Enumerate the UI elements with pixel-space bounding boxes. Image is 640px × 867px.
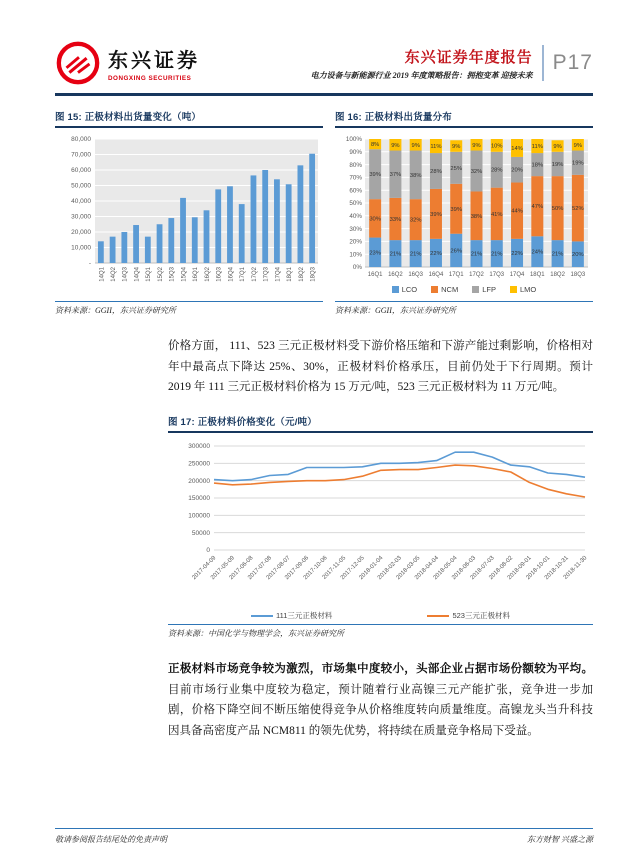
svg-text:14%: 14% (511, 145, 523, 152)
footer-slogan: 东方财智 兴盛之源 (527, 835, 593, 844)
legend-label: 523三元正极材料 (452, 611, 510, 621)
svg-text:38%: 38% (409, 172, 422, 179)
svg-text:28%: 28% (490, 167, 503, 174)
svg-text:32%: 32% (409, 217, 422, 224)
svg-text:100%: 100% (345, 136, 362, 144)
svg-text:9%: 9% (472, 142, 481, 149)
svg-text:2018-04-04: 2018-04-04 (414, 555, 441, 582)
svg-text:24%: 24% (531, 249, 544, 256)
svg-text:100000: 100000 (188, 512, 210, 520)
svg-text:2017-11-05: 2017-11-05 (321, 555, 348, 581)
svg-text:16Q4: 16Q4 (428, 272, 444, 278)
svg-text:39%: 39% (450, 206, 463, 213)
legend-item (431, 285, 458, 294)
figures-row (55, 109, 593, 316)
svg-text:28%: 28% (430, 169, 442, 175)
figure-17-legend (168, 610, 593, 621)
svg-text:30%: 30% (369, 216, 381, 223)
svg-text:18Q2: 18Q2 (550, 272, 565, 278)
svg-text:9%: 9% (452, 144, 461, 151)
svg-text:2017-04-09: 2017-04-09 (191, 555, 218, 582)
svg-text:150000: 150000 (188, 495, 210, 503)
svg-text:16Q3: 16Q3 (216, 267, 223, 282)
figure-16-legend (335, 285, 593, 294)
svg-text:44%: 44% (511, 208, 523, 215)
svg-text:23%: 23% (369, 250, 381, 257)
svg-text:17Q1: 17Q1 (448, 272, 464, 278)
figure-15-panel (55, 109, 323, 316)
svg-text:16Q1: 16Q1 (193, 267, 200, 282)
svg-text:2017-07-08: 2017-07-08 (247, 555, 274, 582)
svg-text:21%: 21% (470, 251, 483, 258)
svg-text:2018-09-01: 2018-09-01 (506, 555, 533, 582)
svg-text:50%: 50% (551, 206, 564, 213)
svg-text:18%: 18% (531, 162, 544, 169)
svg-text:2018-07-03: 2018-07-03 (469, 555, 496, 582)
page-footer (55, 828, 593, 845)
svg-text:9%: 9% (391, 142, 400, 149)
svg-text:17Q1: 17Q1 (240, 267, 247, 282)
header-rule (55, 93, 593, 96)
footer-disclaimer: 敬请参阅报告结尾处的免责声明 (55, 835, 167, 844)
legend-swatch (427, 615, 449, 617)
svg-text:20%: 20% (511, 167, 523, 174)
svg-text:15Q3: 15Q3 (169, 267, 176, 282)
svg-text:2017-10-06: 2017-10-06 (302, 555, 329, 582)
svg-text:14Q2: 14Q2 (111, 267, 118, 282)
logo-name-cn: 东兴证券 (108, 50, 200, 72)
svg-text:90%: 90% (349, 149, 362, 156)
svg-text:52%: 52% (572, 206, 584, 213)
svg-text:22%: 22% (430, 250, 442, 257)
figure-17-title: 图 17: 正极材料价格变化（元/吨） (168, 414, 593, 433)
svg-text:39%: 39% (430, 211, 442, 218)
svg-text:11%: 11% (531, 144, 543, 151)
svg-text:70%: 70% (349, 174, 362, 182)
figure-16-title: 图 16: 正极材料出货量分布 (335, 109, 593, 128)
svg-text:0: 0 (206, 547, 210, 555)
report-subtitle: 电力设备与新能源行业 2019 年度策略报告：拥抱变革 迎接未来 (310, 70, 533, 80)
svg-text:21%: 21% (389, 251, 402, 258)
legend-swatch (472, 286, 479, 293)
svg-text:15Q2: 15Q2 (157, 267, 164, 282)
logo-name-en: DONGXING SECURITIES (108, 75, 192, 82)
svg-text:9%: 9% (573, 142, 583, 149)
logo-text (108, 44, 200, 82)
svg-text:2018-02-03: 2018-02-03 (376, 555, 403, 582)
svg-text:33%: 33% (389, 217, 402, 223)
svg-text:30,000: 30,000 (71, 213, 91, 221)
svg-text:2017-08-07: 2017-08-07 (265, 555, 292, 582)
legend-item (472, 285, 496, 294)
svg-text:14Q4: 14Q4 (134, 267, 141, 282)
svg-text:250000: 250000 (188, 460, 210, 468)
legend-label: LFP (482, 285, 496, 294)
svg-text:19%: 19% (551, 161, 564, 168)
svg-text:2018-06-03: 2018-06-03 (451, 555, 478, 582)
svg-text:41%: 41% (490, 211, 503, 218)
legend-item (510, 285, 536, 294)
svg-text:200000: 200000 (188, 477, 210, 485)
svg-text:80,000: 80,000 (71, 136, 91, 144)
svg-text:25%: 25% (450, 165, 463, 172)
figure-15-title: 图 15: 正极材料出货量变化（吨） (55, 109, 323, 128)
svg-text:47%: 47% (531, 204, 544, 211)
legend-label: NCM (441, 285, 459, 294)
svg-text:18Q1: 18Q1 (529, 272, 545, 278)
svg-text:37%: 37% (389, 172, 402, 179)
page-number: P17 (552, 51, 593, 74)
svg-text:40,000: 40,000 (71, 198, 91, 206)
svg-text:19%: 19% (572, 160, 584, 167)
svg-text:16Q3: 16Q3 (408, 272, 424, 278)
svg-text:22%: 22% (511, 250, 523, 257)
svg-text:60,000: 60,000 (71, 167, 91, 175)
svg-text:10%: 10% (490, 143, 503, 150)
svg-text:21%: 21% (551, 251, 564, 258)
svg-text:17Q2: 17Q2 (469, 272, 484, 278)
svg-text:10%: 10% (349, 251, 362, 259)
paragraph-market-competition (168, 659, 593, 742)
svg-text:2018-10-01: 2018-10-01 (525, 555, 552, 582)
svg-text:50,000: 50,000 (71, 182, 91, 190)
legend-label: LCO (401, 285, 418, 294)
svg-text:14Q3: 14Q3 (122, 267, 129, 282)
legend-swatch (392, 286, 399, 293)
legend-label: 111三元正极材料 (276, 611, 333, 621)
svg-text:18Q3: 18Q3 (570, 272, 586, 278)
paragraph-price-analysis: 价格方面， 111、523 三元正极材料受下游价格压缩和下游产能过剩影响，价格相对年中最高点下降达 25%、30%，正极材料价格承压，目前仍处于下行周期。预计 2019 年 111 三元正极材料价格为 15 万元/吨，523 三元正极材料为 11 万元/吨。 (168, 340, 593, 394)
page-number-divider (542, 45, 544, 81)
svg-text:8%: 8% (370, 142, 380, 149)
figure-16-stacked-chart (335, 133, 593, 283)
figure-15-bar-chart (55, 133, 323, 301)
legend-item (427, 610, 510, 621)
header-right (311, 45, 593, 81)
svg-text:17Q2: 17Q2 (251, 267, 258, 282)
svg-text:30%: 30% (349, 225, 362, 233)
svg-text:2018-03-05: 2018-03-05 (395, 555, 422, 582)
svg-text:2017-12-05: 2017-12-05 (339, 555, 366, 582)
svg-text:21%: 21% (490, 251, 503, 258)
svg-text:16Q2: 16Q2 (204, 267, 211, 282)
paragraph-bold-lead: 正极材料市场竞争较为激烈，市场集中度较小，头部企业占据市场份额较为平均。 (168, 663, 593, 676)
svg-text:10,000: 10,000 (71, 244, 91, 252)
legend-swatch (251, 615, 273, 617)
page-header (55, 0, 593, 86)
svg-text:2017-05-09: 2017-05-09 (210, 555, 236, 582)
svg-text:300000: 300000 (188, 443, 210, 451)
svg-text:16Q1: 16Q1 (367, 272, 383, 278)
figure-17-source: 资料来源：中国化学与物理学会，东兴证券研究所 (168, 624, 593, 639)
report-type-title: 东兴证券年度报告 (404, 48, 533, 66)
svg-text:0%: 0% (352, 264, 362, 272)
svg-text:50000: 50000 (191, 529, 210, 537)
svg-text:2018-11-30: 2018-11-30 (562, 555, 589, 581)
svg-text:15Q4: 15Q4 (181, 267, 188, 282)
svg-text:16Q2: 16Q2 (388, 272, 403, 278)
svg-text:2017-06-08: 2017-06-08 (228, 555, 255, 582)
svg-text:32%: 32% (470, 169, 483, 175)
svg-text:2017-09-06: 2017-09-06 (284, 555, 311, 582)
legend-item (251, 610, 332, 621)
svg-text:39%: 39% (369, 172, 381, 179)
svg-text:20,000: 20,000 (71, 229, 91, 237)
svg-text:80%: 80% (349, 161, 362, 169)
legend-item (392, 285, 417, 294)
svg-text:2018-05-04: 2018-05-04 (432, 555, 459, 582)
svg-text:17Q3: 17Q3 (263, 267, 270, 282)
figure-16-source: 资料来源：GGII，东兴证券研究所 (335, 301, 593, 316)
svg-text:9%: 9% (553, 144, 562, 151)
svg-text:18Q3: 18Q3 (310, 267, 317, 282)
svg-text:17Q4: 17Q4 (509, 272, 525, 278)
figure-17-line-chart (168, 438, 593, 608)
svg-text:2018-08-02: 2018-08-02 (488, 555, 515, 582)
svg-text:-: - (88, 260, 91, 268)
svg-text:17Q3: 17Q3 (489, 272, 505, 278)
legend-label: LMO (520, 285, 537, 294)
svg-text:38%: 38% (470, 213, 483, 220)
legend-swatch (510, 286, 517, 293)
svg-text:50%: 50% (349, 200, 362, 208)
svg-text:2018-10-31: 2018-10-31 (543, 555, 570, 582)
svg-text:70,000: 70,000 (71, 151, 91, 159)
figure-16-panel (335, 109, 593, 316)
legend-swatch (431, 286, 438, 293)
svg-text:40%: 40% (349, 213, 362, 220)
svg-text:9%: 9% (411, 142, 420, 149)
dongxing-logo (55, 40, 200, 86)
svg-text:20%: 20% (349, 238, 362, 246)
svg-text:16Q4: 16Q4 (228, 267, 235, 282)
dongxing-logo-icon (55, 40, 101, 86)
svg-text:26%: 26% (450, 248, 463, 255)
svg-text:2018-01-04: 2018-01-04 (358, 555, 385, 582)
svg-text:21%: 21% (409, 251, 422, 258)
svg-text:14Q1: 14Q1 (99, 267, 106, 282)
figure-15-source: 资料来源：GGII，东兴证券研究所 (55, 301, 323, 316)
paragraph-rest: 目前市场行业集中度较为稳定，预计随着行业高镍三元产能扩张，竞争进一步加剧，价格下降空间不断压缩使得竞争从价格维度转向质量维度。高镍龙头当升科技因具备高密度产品 NCM811 的领先优势，将持续在质量竞争格局下受益。 (168, 683, 593, 738)
svg-text:18Q2: 18Q2 (298, 267, 305, 282)
svg-text:18Q1: 18Q1 (287, 267, 294, 282)
svg-text:17Q4: 17Q4 (275, 267, 282, 282)
svg-text:20%: 20% (572, 252, 584, 259)
svg-text:60%: 60% (349, 187, 362, 195)
svg-text:15Q1: 15Q1 (146, 267, 153, 282)
svg-text:11%: 11% (430, 144, 442, 151)
header-titles (311, 46, 533, 81)
figure-17-panel (168, 414, 593, 639)
